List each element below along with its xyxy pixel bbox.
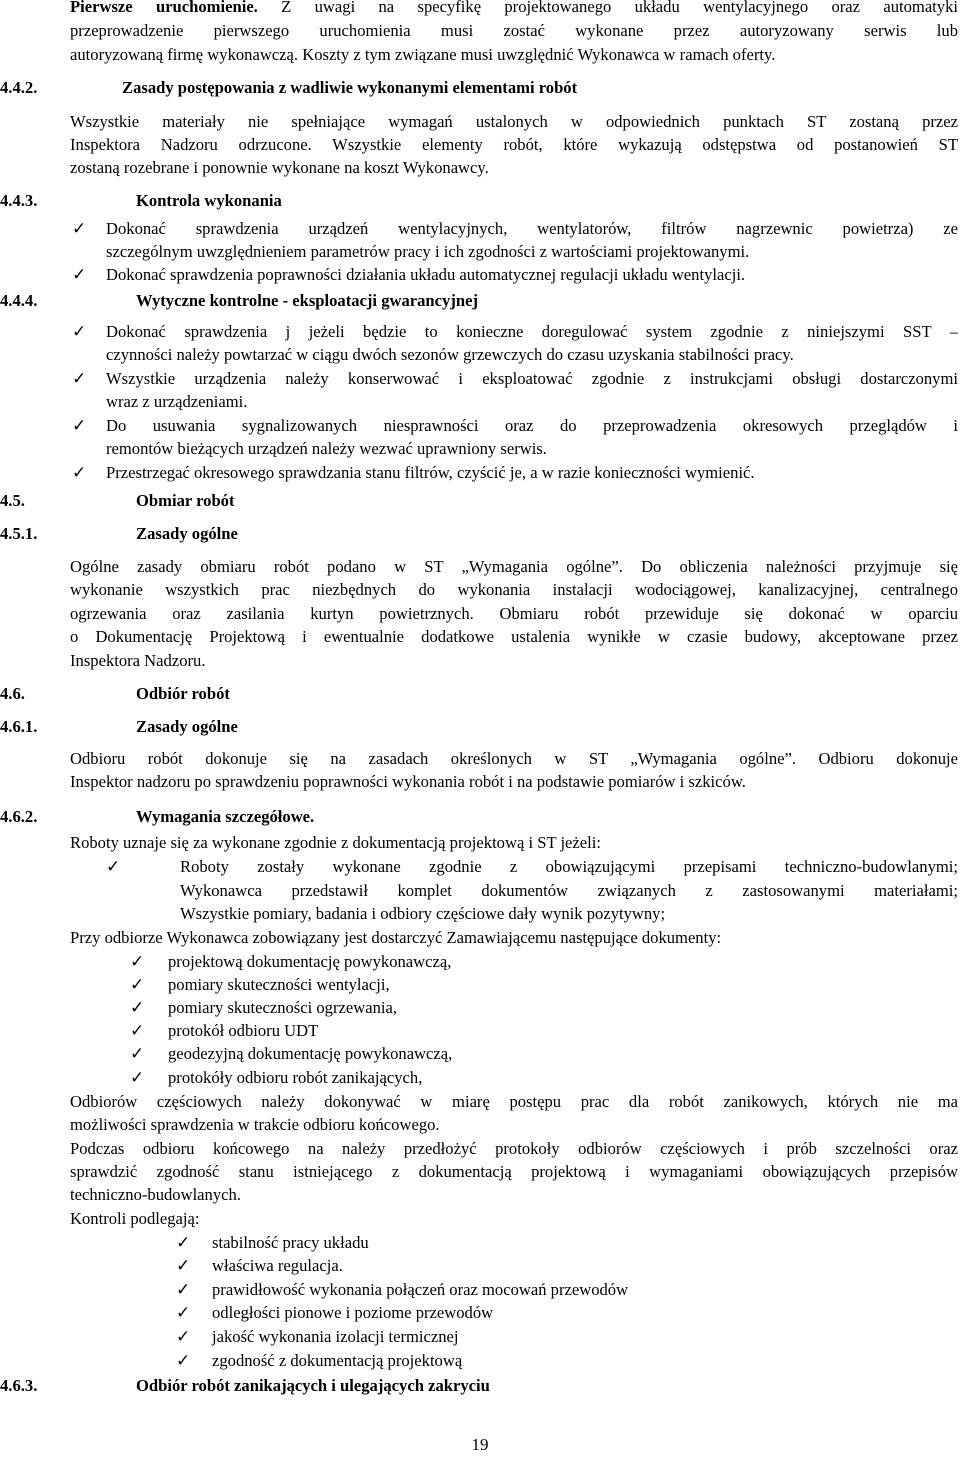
section-heading: Obmiar robót [136,491,235,510]
paragraph-line: ogrzewania oraz zasilania kurtyn powietrznych. Obmiaru robót przewiduje się dokonać w oparciu [70,604,958,623]
bullet-line: Dokonać sprawdzenia j jeżeli będzie to konieczne doregulować system zgodnie z niniejszymi SST – [106,322,958,341]
checkmark-icon: ✓ [130,975,145,994]
checkmark-icon: ✓ [130,952,145,971]
paragraph-line: zostaną rozebrane i ponownie wykonane na koszt Wykonawcy. [70,158,489,177]
document-list-item: protokół odbioru UDT [168,1021,319,1040]
document-list-item: pomiary skuteczności ogrzewania, [168,998,397,1017]
bullet-line: Dokonać sprawdzenia urządzeń wentylacyjnych, wentylatorów, filtrów nagrzewnic powietrza) ze [106,219,958,238]
section-number: 4.4.2. [0,78,38,97]
paragraph-line: Przy odbiorze Wykonawca zobowiązany jest dostarczyć Zamawiającemu następujące dokumenty: [70,928,722,947]
checkmark-icon: ✓ [130,1068,145,1087]
checkmark-icon: ✓ [106,857,121,876]
paragraph-line: Inspektor nadzoru po sprawdzeniu poprawności wykonania robót i na podstawie pomiarów i szkiców. [70,772,746,791]
checkmark-icon: ✓ [72,369,87,388]
intro-bold-label: Pierwsze uruchomienie. [70,0,258,16]
section-heading: Wymagania szczegółowe. [136,807,315,826]
paragraph-line: możliwości sprawdzenia w trakcie odbioru końcowego. [70,1115,440,1134]
section-number: 4.4.3. [0,191,38,210]
checkmark-icon: ✓ [130,998,145,1017]
section-heading: Zasady ogólne [136,717,238,736]
document-list-item: projektową dokumentację powykonawczą, [168,952,452,971]
intro-line-3: autoryzowaną firmę wykonawczą. Koszty z tym związane musi uwzględnić Wykonawca w ramach oferty. [70,45,776,64]
checkmark-icon: ✓ [176,1351,191,1370]
bullet-line: Dokonać sprawdzenia poprawności działania układu automatycznej regulacji układu wentylacji. [106,265,746,284]
paragraph-line: Roboty uznaje się za wykonane zgodnie z dokumentacją projektową i ST jeżeli: [70,833,601,852]
checkmark-icon: ✓ [72,219,87,238]
section-heading: Odbiór robót [136,684,230,703]
section-number: 4.5. [0,491,25,510]
section-heading: Kontrola wykonania [136,191,282,210]
inspection-list-item: prawidłowość wykonania połączeń oraz mocowań przewodów [212,1280,629,1299]
paragraph-line: techniczno-budowlanych. [70,1185,241,1204]
paragraph-line: Kontroli podlegają: [70,1209,200,1228]
checkmark-icon: ✓ [72,416,87,435]
section-heading: Zasady postępowania z wadliwie wykonanymi elementami robót [122,78,578,97]
section-number: 4.6.3. [0,1376,38,1395]
paragraph-line: Ogólne zasady obmiaru robót podano w ST „Wymagania ogólne”. Do obliczenia należności przyjmuje się [70,557,958,576]
document-list-item: pomiary skuteczności wentylacji, [168,975,390,994]
section-number: 4.6.1. [0,717,38,736]
checkmark-icon: ✓ [72,265,87,284]
intro-line-2: przeprowadzenie pierwszego uruchomienia musi zostać wykonane przez autoryzowany serwis lub [70,21,958,40]
paragraph-line: sprawdzić zgodność stanu istniejącego z dokumentacją projektową i wymaganiami obowiązujących przepisów [70,1162,958,1181]
bullet-line: wraz z urządzeniami. [106,392,248,411]
checkmark-icon: ✓ [130,1044,145,1063]
paragraph-line: Inspektora Nadzoru. [70,651,206,670]
checkmark-icon: ✓ [130,1021,145,1040]
checkmark-icon: ✓ [176,1256,191,1275]
checkmark-icon: ✓ [176,1233,191,1252]
bullet-line: szczególnym uwzględnieniem parametrów pracy i ich zgodności z wartościami projektowanymi. [106,242,750,261]
paragraph-line: Odbiorów częściowych należy dokonywać w miarę postępu prac dla robót zanikowych, których nie ma [70,1092,958,1111]
paragraph-line: Inspektora Nadzoru odrzucone. Wszystkie elementy robót, które wykazują odstępstwa od postanowień ST [70,135,958,154]
bullet-line: Przestrzegać okresowego sprawdzania stanu filtrów, czyścić je, a w razie konieczności wymienić. [106,463,755,482]
bullet-line: Do usuwania sygnalizowanych niesprawności oraz do przeprowadzenia okresowych przeglądów i [106,416,958,435]
inspection-list-item: właściwa regulacja. [212,1256,343,1275]
inspection-list-item: odległości pionowe i poziome przewodów [212,1303,494,1322]
bullet-line: Wszystkie pomiary, badania i odbiory częściowe dały wynik pozytywny; [180,904,666,923]
section-heading: Odbiór robót zanikających i ulegających zakryciu [136,1376,490,1395]
inspection-list-item: jakość wykonania izolacji termicznej [212,1327,459,1346]
inspection-list-item: zgodność z dokumentacją projektową [212,1351,463,1370]
paragraph-line: o Dokumentację Projektową i ewentualnie dodatkowe ustalenia wynikłe w czasie budowy, akceptowane przez [70,627,958,646]
section-number: 4.4.4. [0,291,38,310]
checkmark-icon: ✓ [72,463,87,482]
document-list-item: protokóły odbioru robót zanikających, [168,1068,423,1087]
bullet-line: Roboty zostały wykonane zgodnie z obowiązującymi przepisami techniczno-budowlanymi; [180,857,958,876]
section-number: 4.6. [0,684,25,703]
section-heading: Zasady ogólne [136,524,238,543]
bullet-line: Wszystkie urządzenia należy konserwować i eksploatować zgodnie z instrukcjami obsługi dostarczonymi [106,369,958,388]
section-number: 4.5.1. [0,524,38,543]
paragraph-line: Wszystkie materiały nie spełniające wymagań ustalonych w odpowiednich punktach ST zostaną przez [70,112,958,131]
checkmark-icon: ✓ [176,1327,191,1346]
inspection-list-item: stabilność pracy układu [212,1233,369,1252]
intro-text-1: Z uwagi na specyfikę projektowanego układu wentylacyjnego oraz automatyki [281,0,958,16]
bullet-line: remontów bieżących urządzeń należy wezwać uprawniony serwis. [106,439,547,458]
section-number: 4.6.2. [0,807,38,826]
paragraph-line: wykonanie wszystkich prac niezbędnych do wykonania instalacji wodociągowej, kanalizacyjnej, centralnego [70,580,958,599]
section-heading: Wytyczne kontrolne - eksploatacji gwarancyjnej [136,291,478,310]
document-list-item: geodezyjną dokumentację powykonawczą, [168,1044,453,1063]
page-number: 19 [471,1435,489,1454]
paragraph-line: Odbioru robót dokonuje się na zasadach określonych w ST „Wymagania ogólne”. Odbioru dokonuje [70,749,958,768]
paragraph-line: Podczas odbioru końcowego na należy przedłożyć protokoły odbiorów częściowych i prób szczelności oraz [70,1139,958,1158]
checkmark-icon: ✓ [72,322,87,341]
intro-line-1 [70,0,958,18]
bullet-line: czynności należy powtarzać w ciągu dwóch sezonów grzewczych do czasu uzyskania stabilności pracy. [106,345,794,364]
checkmark-icon: ✓ [176,1303,191,1322]
checkmark-icon: ✓ [176,1280,191,1299]
bullet-line: Wykonawca przedstawił komplet dokumentów związanych z zastosowanymi materiałami; [180,881,958,900]
